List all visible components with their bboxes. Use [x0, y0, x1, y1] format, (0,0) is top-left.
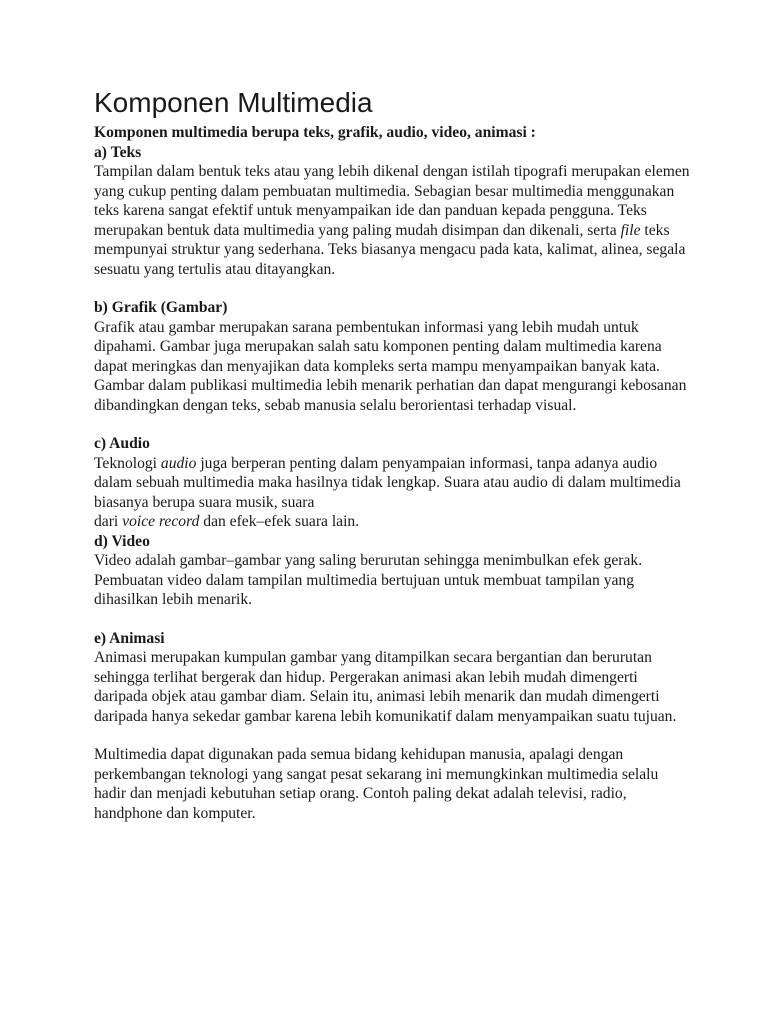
- body-text: dan efek–efek suara lain.: [199, 513, 360, 530]
- body-text: Teknologi: [94, 454, 161, 472]
- section-heading: b) Grafik (Gambar): [94, 299, 228, 316]
- document-page: [94, 86, 694, 823]
- body-text: mempunyai struktur yang sederhana. Teks biasanya mengacu pada kata, kalimat, alinea, segala sesuatu yang tertulis atau ditayangkan.: [94, 241, 686, 278]
- section-video: [94, 532, 694, 610]
- section-body: Grafik atau gambar merupakan sarana pembentukan informasi yang lebih mudah untuk dipahami. Gambar juga merupakan salah satu komponen penting dalam multimedia karena dapat meringkas dan menyajikan data kompleks serta mampu menyampaikan banyak kata. Gambar dalam publikasi multimedia lebih menarik perhatian dan dapat mengurangi kebosanan dibandingkan dengan teks, sebab manusia selalu berorientasi terhadap visual.: [94, 318, 687, 414]
- italic-term: audio: [160, 454, 197, 472]
- body-text: teks: [640, 221, 670, 239]
- section-animasi: [94, 629, 694, 727]
- document-title: Komponen Multimedia: [94, 87, 373, 118]
- section-teks: [94, 143, 694, 280]
- section-grafik: [94, 298, 694, 415]
- section-heading: d) Video: [94, 532, 150, 550]
- section-body: [94, 454, 694, 532]
- section-body: Video adalah gambar–gambar yang saling berurutan sehingga menimbulkan efek gerak. Pembuatan video dalam tampilan multimedia bertujuan untuk membuat tampilan yang dihasilkan lebih menarik.: [94, 552, 643, 608]
- italic-term: file: [620, 221, 641, 239]
- italic-term: voice record: [122, 513, 200, 530]
- section-audio: [94, 434, 694, 532]
- body-text: juga berperan penting dalam penyampaian informasi, tanpa adanya audio dalam sebuah multimedia maka hasilnya tidak lengkap. Suara atau audio di dalam multimedia biasanya berupa suara musik, suara: [94, 454, 681, 511]
- section-body: Animasi merupakan kumpulan gambar yang ditampilkan secara bergantian dan berurutan sehingga terlihat bergerak dan hidup. Pergerakan animasi akan lebih mudah dimengerti daripada objek atau gambar diam. Selain itu, animasi lebih menarik dan mudah dimengerti daripada hanya sekedar gambar karena lebih komunikatif dalam menyampaikan suatu tujuan.: [94, 649, 677, 725]
- section-body: [94, 162, 694, 279]
- document-intro: Komponen multimedia berupa teks, grafik, audio, video, animasi :: [94, 124, 536, 141]
- section-heading: c) Audio: [94, 435, 150, 452]
- closing-paragraph: Multimedia dapat digunakan pada semua bidang kehidupan manusia, apalagi dengan perkembangan teknologi yang sangat pesat sekarang ini memungkinkan multimedia selalu hadir dan menjadi kebutuhan setiap orang. Contoh paling dekat adalah televisi, radio, handphone dan komputer.: [94, 746, 659, 822]
- body-text: dari: [94, 513, 123, 530]
- section-heading: a) Teks: [94, 143, 142, 161]
- section-heading: e) Animasi: [94, 629, 165, 647]
- body-text: Tampilan dalam bentuk teks atau yang lebih dikenal dengan istilah tipografi merupakan elemen yang cukup penting dalam pembuatan multimedia. Sebagian besar multimedia menggunakan teks karena sangat efektif untuk menyampaikan ide dan panduan kepada pengguna. Teks merupakan bentuk data multimedia yang paling mudah disimpan dan dikenali, serta: [94, 163, 690, 239]
